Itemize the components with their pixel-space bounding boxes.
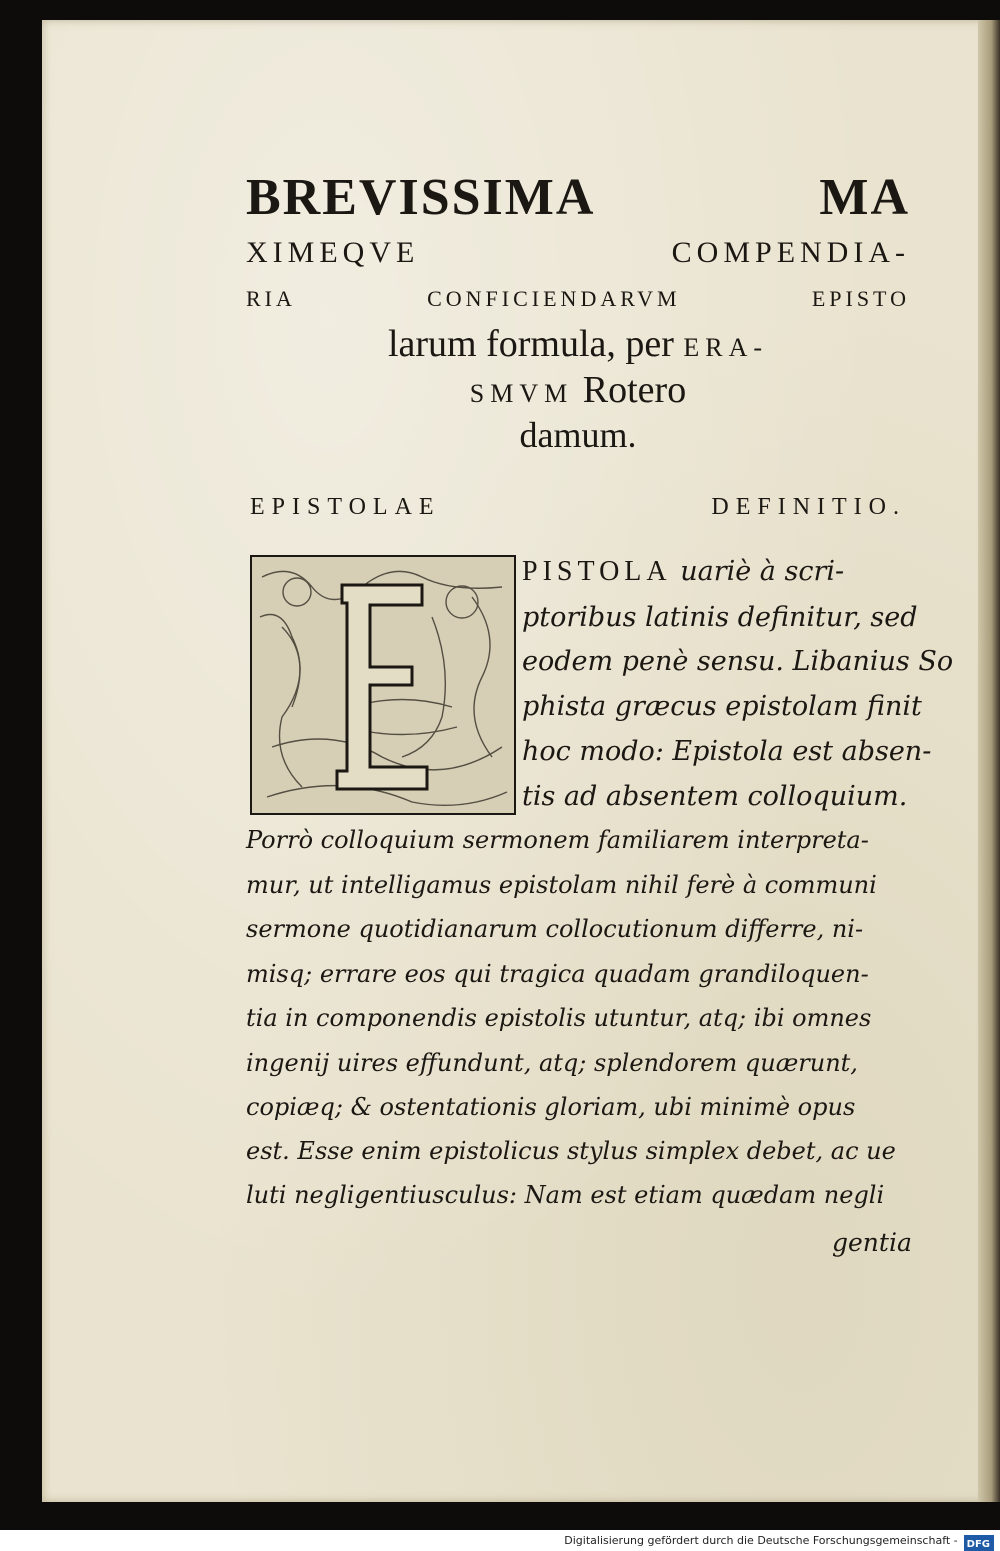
heading-word: EPISTOLAE	[250, 494, 441, 520]
dfg-logo-icon: DFG	[964, 1535, 994, 1551]
title-line-5	[246, 368, 910, 412]
footer-text: Digitalisierung gefördert durch die Deutsche Forschungsgemeinschaft -	[564, 1534, 958, 1547]
title-line-1	[246, 168, 910, 227]
text-line: hoc modo: Epistola est absen-	[522, 736, 932, 767]
text-line: misq; errare eos qui tragica quadam grandiloquen-	[246, 960, 869, 988]
title-line-6: damum.	[519, 415, 637, 455]
text-line: tia in componendis epistolis utuntur, atq; ibi omnes	[246, 1004, 872, 1032]
text-line: est. Esse enim epistolicus stylus simplex debet, ac ue	[246, 1137, 896, 1165]
title-word: XIMEQVE	[246, 236, 420, 269]
text-line: ingenij uires effundunt, atq; splendorem quærunt,	[246, 1049, 858, 1077]
title-text: larum formula, per	[387, 323, 684, 365]
title-word: COMPENDIA-	[671, 236, 910, 269]
title-word: BREVISSIMA	[246, 169, 596, 226]
title-word: CONFICIENDARVM	[427, 286, 681, 311]
text-line-1	[522, 556, 844, 588]
initial-caps: PISTOLA	[522, 556, 672, 587]
text-line: luti negligentiusculus: Nam est etiam quædam negli	[246, 1181, 885, 1209]
text-line: tis ad absentem colloquium.	[522, 781, 908, 812]
digitization-footer	[0, 1530, 1000, 1551]
decorated-initial-e	[250, 555, 516, 815]
title-caps: SMVM	[469, 379, 574, 408]
text-line: copiæq; & ostentationis gloriam, ubi minimè opus	[246, 1093, 856, 1121]
title-caps: ERA-	[683, 333, 769, 362]
title-word: MA	[819, 169, 910, 226]
text-line: ptoribus latinis definitur, sed	[522, 602, 918, 633]
heading-word: DEFINITIO.	[711, 494, 906, 520]
text-fragment: uariè à scri-	[671, 556, 845, 587]
text-line: Porrò colloquium sermonem familiarem interpreta-	[246, 826, 869, 854]
section-heading	[250, 494, 906, 521]
catchword: gentia	[832, 1228, 912, 1257]
text-line: eodem penè sensu. Libanius So	[522, 646, 954, 677]
title-word: RIA	[246, 286, 296, 311]
title-text: Rotero	[573, 369, 687, 411]
text-line: mur, ut intelligamus epistolam nihil ferè à communi	[246, 871, 877, 899]
page-edge	[978, 20, 1000, 1502]
text-line: phista græcus epistolam finit	[522, 691, 922, 722]
title-line-2	[246, 236, 910, 270]
title-line-3	[246, 286, 910, 312]
title-line-4	[246, 322, 910, 366]
woodcut-illustration	[252, 557, 514, 813]
title-word: EPISTO	[811, 286, 910, 311]
text-line: sermone quotidianarum collocutionum differre, ni-	[246, 915, 864, 943]
